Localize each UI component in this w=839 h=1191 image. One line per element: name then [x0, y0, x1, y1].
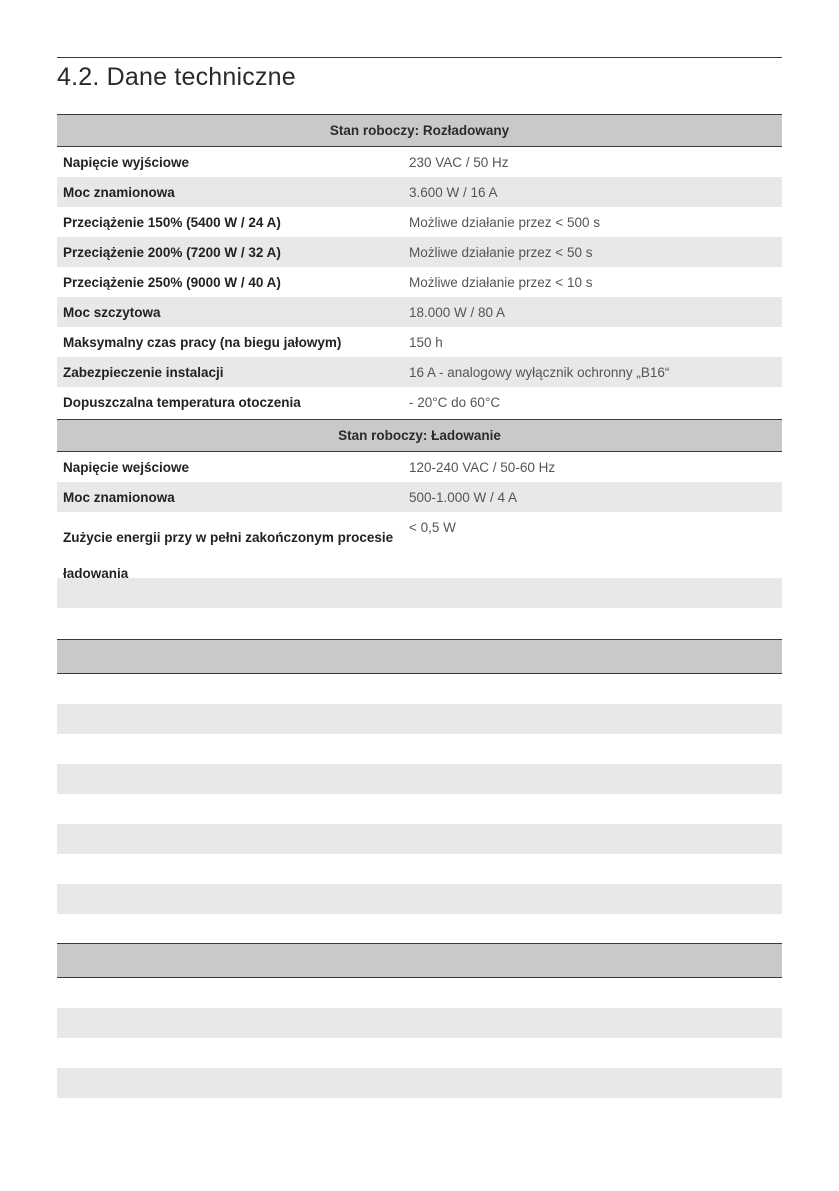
row-label: Zużycie energii przy w pełni zakończonym procesie ładowania [63, 530, 394, 581]
charging-table-header: Stan roboczy: Ładowanie [57, 419, 782, 452]
empty-row [57, 884, 782, 914]
row-label: Napięcie wejściowe [63, 459, 190, 475]
discharge-table-header: Stan roboczy: Rozładowany [57, 114, 782, 147]
row-label: Przeciążenie 250% (9000 W / 40 A) [63, 274, 281, 290]
empty-table [57, 943, 782, 1098]
row-value: < 0,5 W [409, 520, 456, 535]
row-label: Moc znamionowa [63, 184, 175, 200]
row-value: 3.600 W / 16 A [409, 184, 498, 200]
table-row [57, 237, 782, 267]
discharge-table [57, 114, 782, 417]
table-row [57, 387, 782, 417]
charging-table [57, 419, 782, 608]
table-row [57, 147, 782, 177]
table-row [57, 177, 782, 207]
empty-table [57, 639, 782, 914]
empty-row [57, 1008, 782, 1038]
row-value: 18.000 W / 80 A [409, 304, 506, 320]
empty-row [57, 704, 782, 734]
empty-row [57, 1068, 782, 1098]
empty-row [57, 978, 782, 1008]
row-label: Napięcie wyjściowe [63, 154, 190, 170]
table-row [57, 452, 782, 482]
row-value: 500-1.000 W / 4 A [409, 489, 518, 505]
row-value: 150 h [409, 334, 443, 350]
row-label: Dopuszczalna temperatura otoczenia [63, 394, 301, 410]
row-value: 16 A - analogowy wyłącznik ochronny „B16“ [409, 364, 670, 380]
table-row [57, 297, 782, 327]
row-value: Możliwe działanie przez < 10 s [409, 274, 593, 290]
empty-table-header [57, 943, 782, 978]
row-value: - 20°C do 60°C [409, 394, 501, 410]
row-value: 120-240 VAC / 50-60 Hz [409, 459, 556, 475]
table-row [57, 327, 782, 357]
row-label: Maksymalny czas pracy (na biegu jałowym) [63, 334, 342, 350]
row-label: Przeciążenie 150% (5400 W / 24 A) [63, 214, 281, 230]
empty-row [57, 1038, 782, 1068]
empty-row [57, 764, 782, 794]
table-row [57, 207, 782, 237]
empty-row [57, 824, 782, 854]
table-row [57, 267, 782, 297]
top-rule [57, 57, 782, 58]
table-row [57, 512, 782, 581]
row-value: Możliwe działanie przez < 50 s [409, 244, 593, 260]
row-value: 230 VAC / 50 Hz [409, 154, 509, 170]
table-row [57, 482, 782, 512]
table-row [57, 357, 782, 387]
row-value: Możliwe działanie przez < 500 s [409, 214, 600, 230]
empty-row [57, 734, 782, 764]
row-label: Przeciążenie 200% (7200 W / 32 A) [63, 244, 281, 260]
empty-row [57, 674, 782, 704]
empty-table-header [57, 639, 782, 674]
empty-row [57, 854, 782, 884]
empty-row [57, 794, 782, 824]
row-label: Zabezpieczenie instalacji [63, 364, 224, 380]
section-title: 4.2. Dane techniczne [57, 63, 296, 91]
row-label: Moc znamionowa [63, 489, 175, 505]
row-label: Moc szczytowa [63, 304, 161, 320]
